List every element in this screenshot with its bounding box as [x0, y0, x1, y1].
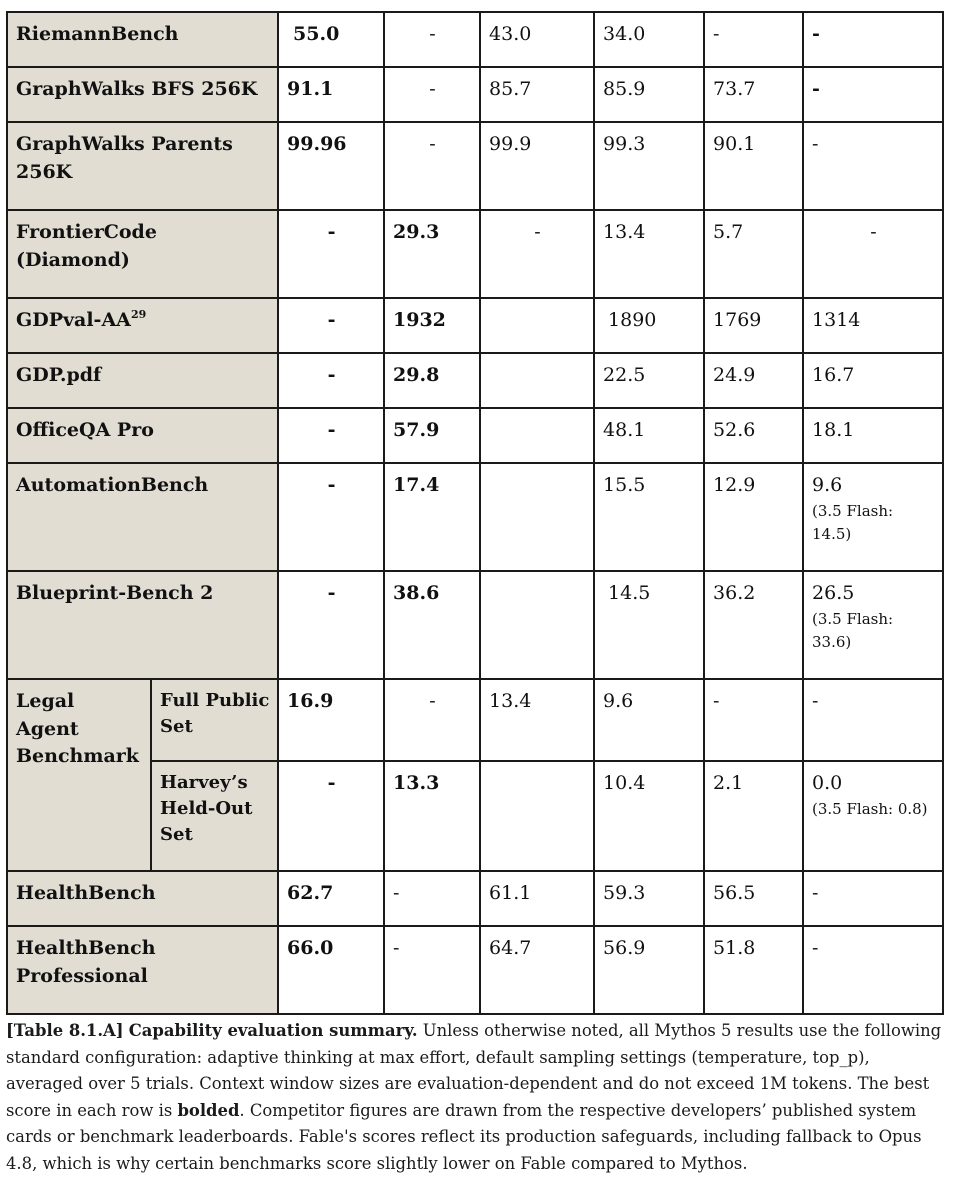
benchmark-name	[7, 298, 278, 353]
score-cell: 64.7	[480, 926, 594, 1014]
score-cell: 12.9	[704, 463, 803, 571]
benchmark-name: Legal Agent Benchmark	[7, 679, 151, 871]
score-cell	[480, 463, 594, 571]
benchmark-name: Blueprint-Bench 2	[7, 571, 278, 679]
score-value: 0.0	[812, 772, 843, 794]
score-cell: -	[278, 210, 384, 298]
score-cell: 10.4	[594, 761, 704, 871]
score-cell: 73.7	[704, 67, 803, 122]
score-cell: -	[803, 679, 943, 761]
benchmark-label: GDPval-AA	[16, 309, 131, 331]
score-cell: 56.9	[594, 926, 704, 1014]
score-cell: 36.2	[704, 571, 803, 679]
table-row	[7, 463, 943, 571]
score-cell: -	[278, 408, 384, 463]
score-cell: 61.1	[480, 871, 594, 926]
score-cell: 14.5	[594, 571, 704, 679]
score-cell: 99.9	[480, 122, 594, 210]
score-cell: 57.9	[384, 408, 480, 463]
score-cell: -	[704, 12, 803, 67]
table-row	[7, 871, 943, 926]
caption-bold-word: bolded	[177, 1100, 240, 1120]
score-cell: 99.96	[278, 122, 384, 210]
score-cell	[803, 571, 943, 679]
score-cell: -	[803, 122, 943, 210]
score-cell: 5.7	[704, 210, 803, 298]
score-cell: 62.7	[278, 871, 384, 926]
score-cell: 24.9	[704, 353, 803, 408]
score-cell: 66.0	[278, 926, 384, 1014]
benchmark-name: GraphWalks BFS 256K	[7, 67, 278, 122]
table-row	[7, 571, 943, 679]
benchmark-name: FrontierCode (Diamond)	[7, 210, 278, 298]
caption-tag: [Table 8.1.A]	[6, 1021, 124, 1040]
score-cell: 22.5	[594, 353, 704, 408]
score-cell: 51.8	[704, 926, 803, 1014]
score-cell: -	[278, 761, 384, 871]
benchmark-subset: Harvey’s Held-Out Set	[151, 761, 278, 871]
score-cell: 85.7	[480, 67, 594, 122]
score-cell: 52.6	[704, 408, 803, 463]
score-cell	[480, 761, 594, 871]
score-cell	[480, 571, 594, 679]
score-cell: -	[384, 12, 480, 67]
score-cell: 1932	[384, 298, 480, 353]
score-cell	[480, 408, 594, 463]
table-row	[7, 210, 943, 298]
table-row	[7, 926, 943, 1014]
score-note: (3.5 Flash: 33.6)	[812, 609, 894, 651]
score-note: (3.5 Flash: 0.8)	[812, 799, 928, 818]
score-cell: -	[278, 298, 384, 353]
benchmark-name: OfficeQA Pro	[7, 408, 278, 463]
score-cell: 59.3	[594, 871, 704, 926]
score-cell: 99.3	[594, 122, 704, 210]
score-cell: -	[278, 463, 384, 571]
score-cell: -	[384, 926, 480, 1014]
score-cell: 91.1	[278, 67, 384, 122]
score-cell: -	[803, 67, 943, 122]
score-cell: 1890	[594, 298, 704, 353]
table-row	[7, 298, 943, 353]
score-cell: 34.0	[594, 12, 704, 67]
score-cell: -	[803, 871, 943, 926]
score-cell: -	[803, 12, 943, 67]
caption-title: Capability evaluation summary.	[128, 1021, 418, 1040]
table-row	[7, 12, 943, 67]
score-cell	[803, 463, 943, 571]
score-cell: -	[278, 571, 384, 679]
score-cell: 18.1	[803, 408, 943, 463]
caption-text: . Competitor figures are drawn from the respective developers’ published system cards or benchmark leaderboards. Fable's scores reflect its production safeguards, including fallback to Opus 4.8, which is why certain benchmarks score slightly lower on Fable compared to Mythos.	[6, 1100, 922, 1173]
score-cell: 15.5	[594, 463, 704, 571]
benchmark-name: HealthBench Professional	[7, 926, 278, 1014]
score-cell: 38.6	[384, 571, 480, 679]
benchmark-name: GDP.pdf	[7, 353, 278, 408]
score-cell: 55.0	[278, 12, 384, 67]
table-row	[7, 122, 943, 210]
score-cell: 16.9	[278, 679, 384, 761]
score-cell: 1769	[704, 298, 803, 353]
score-cell	[480, 298, 594, 353]
score-cell: -	[384, 679, 480, 761]
score-cell: 9.6	[594, 679, 704, 761]
document-page	[6, 11, 947, 1177]
score-cell: -	[704, 679, 803, 761]
score-cell: 13.3	[384, 761, 480, 871]
score-cell: -	[278, 353, 384, 408]
table-row	[7, 353, 943, 408]
score-cell	[480, 353, 594, 408]
score-cell: -	[803, 210, 943, 298]
score-cell: -	[384, 871, 480, 926]
table-row	[7, 408, 943, 463]
score-cell: 1314	[803, 298, 943, 353]
benchmark-name: RiemannBench	[7, 12, 278, 67]
score-cell: 43.0	[480, 12, 594, 67]
score-cell: 13.4	[480, 679, 594, 761]
score-cell: 90.1	[704, 122, 803, 210]
benchmark-subset: Full Public Set	[151, 679, 278, 761]
benchmark-name: GraphWalks Parents 256K	[7, 122, 278, 210]
score-cell: 29.3	[384, 210, 480, 298]
benchmark-name: HealthBench	[7, 871, 278, 926]
caption-text: Unless otherwise noted, all Mythos 5 results use the following standard configuration: adaptive thinking at max effort, default sampling settings (temperature, top_p), averaged over 5 trials. Context window sizes are evaluation-dependent and do not exceed 1M tokens. The best score in each row is	[6, 1021, 942, 1120]
score-cell: 85.9	[594, 67, 704, 122]
score-value: 26.5	[812, 582, 855, 604]
footnote-marker: 29	[130, 308, 147, 321]
score-value: 9.6	[812, 474, 843, 496]
table-caption	[6, 1018, 947, 1177]
score-cell: 16.7	[803, 353, 943, 408]
score-cell: 13.4	[594, 210, 704, 298]
score-cell: -	[384, 67, 480, 122]
score-cell: 29.8	[384, 353, 480, 408]
score-cell: -	[384, 122, 480, 210]
table-row	[7, 679, 943, 761]
score-cell: 2.1	[704, 761, 803, 871]
capability-table	[6, 11, 944, 1015]
score-cell: 48.1	[594, 408, 704, 463]
table-row	[7, 67, 943, 122]
score-cell: 56.5	[704, 871, 803, 926]
score-cell	[803, 761, 943, 871]
benchmark-name: AutomationBench	[7, 463, 278, 571]
score-cell: 17.4	[384, 463, 480, 571]
score-cell: -	[803, 926, 943, 1014]
score-note: (3.5 Flash: 14.5)	[812, 501, 894, 543]
score-cell: -	[480, 210, 594, 298]
